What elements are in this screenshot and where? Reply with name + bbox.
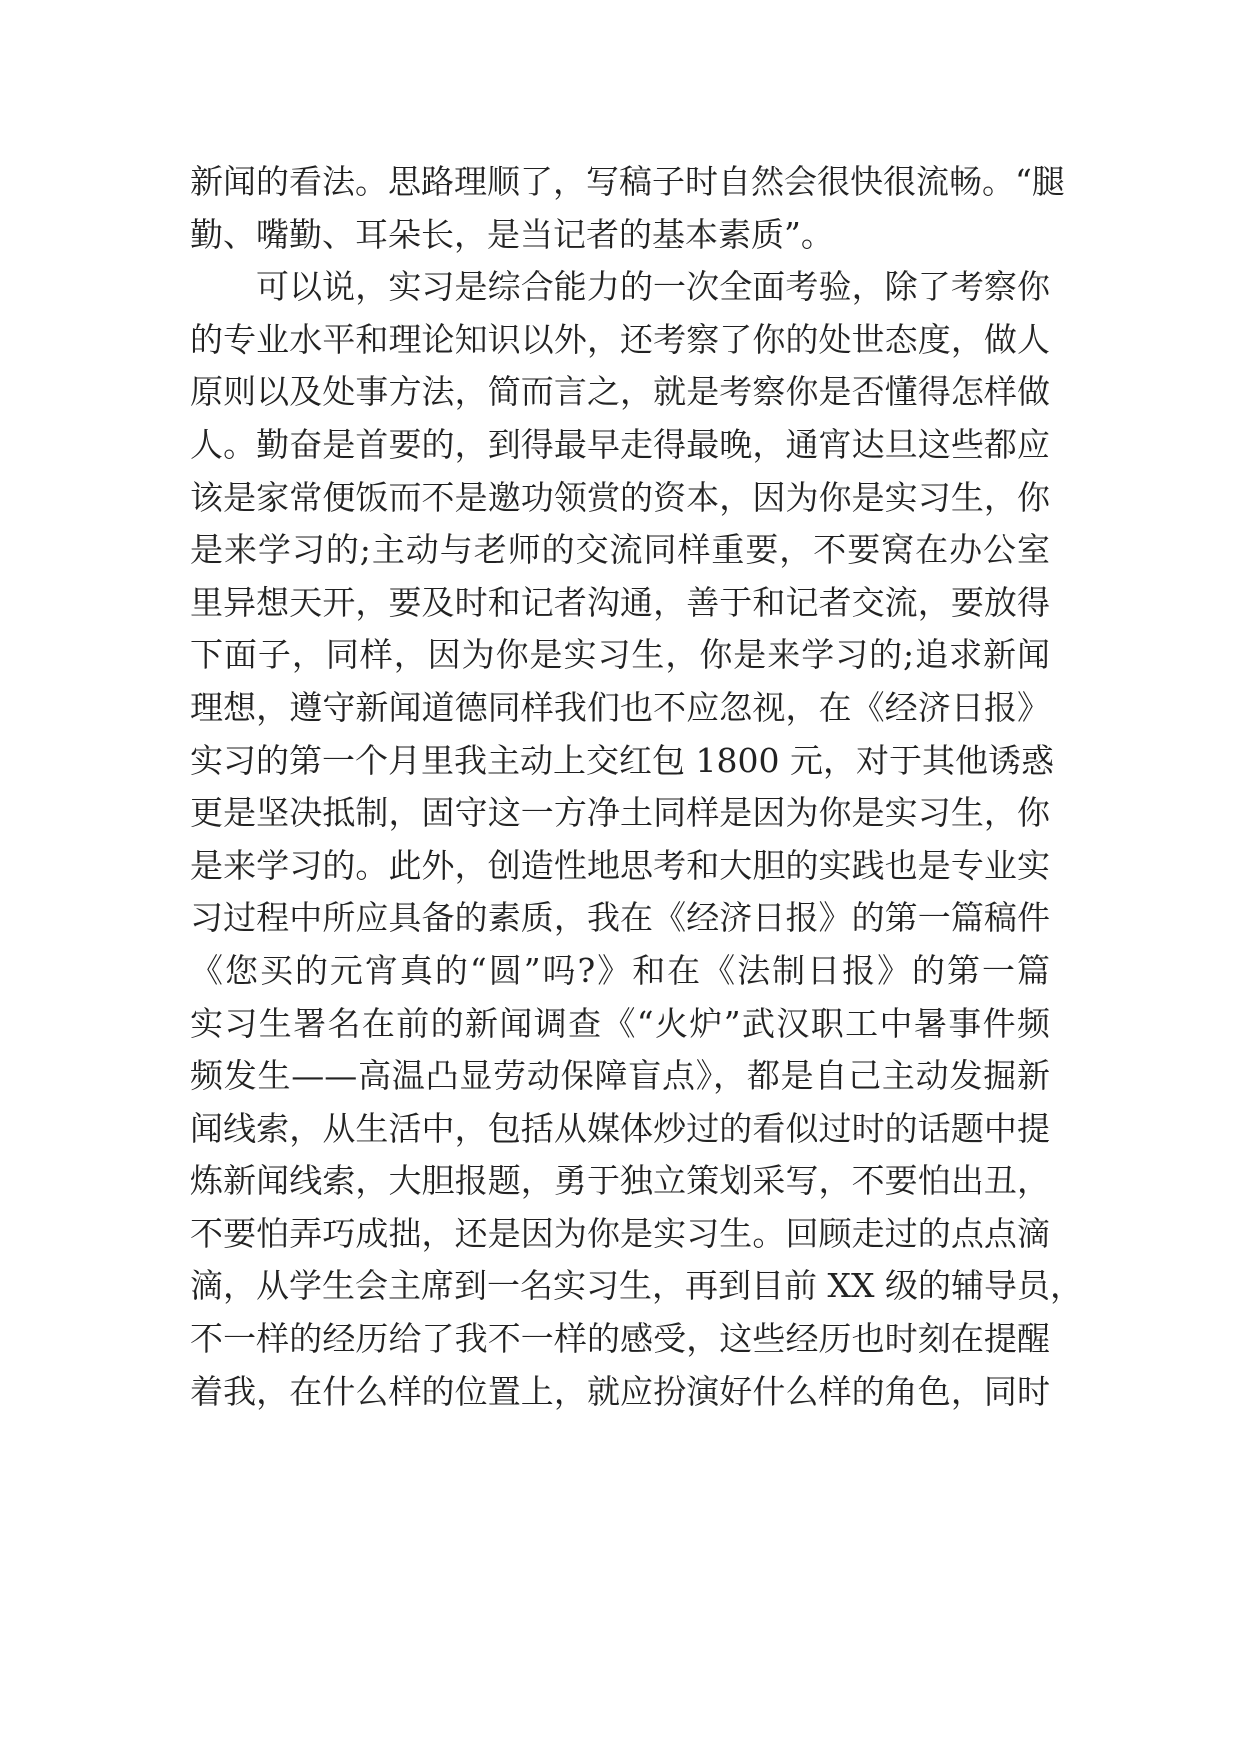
text-line: 闻线索，从生活中，包括从媒体炒过的看似过时的话题中提 bbox=[190, 1108, 1050, 1148]
text-line: 不要怕弄巧成拙，还是因为你是实习生。回顾走过的点点滴 bbox=[190, 1213, 1050, 1253]
text-line: 是来学习的。此外，创造性地思考和大胆的实践也是专业实 bbox=[190, 845, 1050, 885]
text-line: 人。勤奋是首要的，到得最早走得最晚，通宵达旦这些都应 bbox=[190, 424, 1050, 464]
text-line: 下面子，同样，因为你是实习生，你是来学习的;追求新闻 bbox=[190, 635, 1050, 675]
text-line: 的专业水平和理论知识以外，还考察了你的处世态度，做人 bbox=[190, 319, 1050, 359]
text-line: 《您买的元宵真的“圆”吗?》和在《法制日报》的第一篇 bbox=[190, 950, 1050, 990]
text-line: 实习的第一个月里我主动上交红包 1800 元，对于其他诱惑 bbox=[190, 740, 1054, 780]
text-line: 滴，从学生会主席到一名实习生，再到目前 XX 级的辅导员， bbox=[190, 1266, 1083, 1306]
text-line: 是来学习的;主动与老师的交流同样重要，不要窝在办公室 bbox=[190, 530, 1050, 570]
text-line: 更是坚决抵制，固守这一方净土同样是因为你是实习生，你 bbox=[190, 793, 1050, 833]
text-line: 实习生署名在前的新闻调查《“火炉”武汉职工中暑事件频 bbox=[190, 1003, 1050, 1043]
text-line: 理想，遵守新闻道德同样我们也不应忽视，在《经济日报》 bbox=[190, 687, 1050, 727]
text-line: 炼新闻线索，大胆报题，勇于独立策划采写，不要怕出丑， bbox=[190, 1161, 1050, 1201]
text-line: 习过程中所应具备的素质，我在《经济日报》的第一篇稿件 bbox=[190, 898, 1050, 938]
text-line: 着我，在什么样的位置上，就应扮演好什么样的角色，同时 bbox=[190, 1371, 1050, 1411]
text-line: 频发生——高温凸显劳动保障盲点》，都是自己主动发掘新 bbox=[190, 1056, 1050, 1096]
text-line: 该是家常便饭而不是邀功领赏的资本，因为你是实习生，你 bbox=[190, 477, 1050, 517]
document-body bbox=[190, 156, 1083, 1418]
text-line: 里异想天开，要及时和记者沟通，善于和记者交流，要放得 bbox=[190, 582, 1050, 622]
text-line: 勤、嘴勤、耳朵长，是当记者的基本素质”。 bbox=[190, 214, 834, 254]
text-line: 新闻的看法。思路理顺了，写稿子时自然会很快很流畅。“腿 bbox=[190, 162, 1065, 201]
text-line: 原则以及处事方法，简而言之，就是考察你是否懂得怎样做 bbox=[190, 372, 1050, 412]
paragraph-first-line: 可以说，实习是综合能力的一次全面考验，除了考察你 bbox=[256, 267, 1050, 307]
text-line: 不一样的经历给了我不一样的感受，这些经历也时刻在提醒 bbox=[190, 1319, 1050, 1359]
